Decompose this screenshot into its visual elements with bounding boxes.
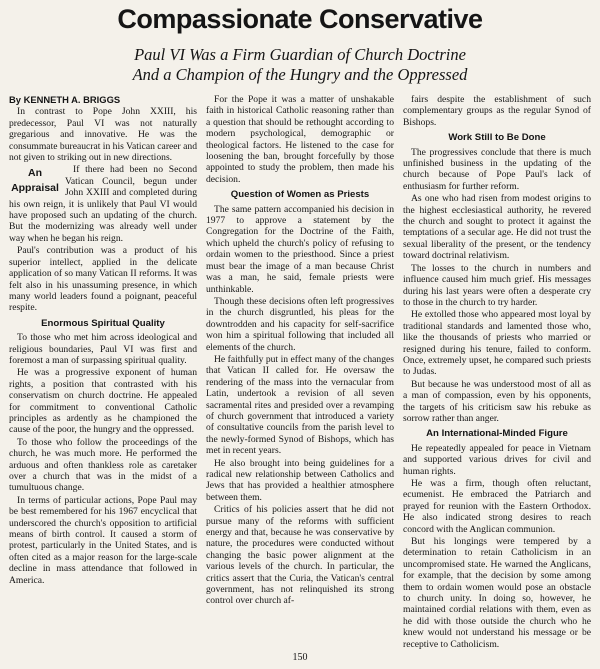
paragraph: He also brought into being guidelines for a radical new relationship between Catholics and Jews that has provided a healthier atmosphere between them. [206,457,394,503]
paragraph: In terms of particular actions, Pope Paul may be best remembered for his 1967 encyclical that underscored the church's opposition to artificial means of birth control. It caused a storm of protest, particularly in the United States, and is often cited as a major reason for the large-scale decline in mass attendance that followed in America. [9,494,197,586]
appraisal-word-an: An [28,167,42,180]
column-1 [9,94,197,650]
paragraph: But his longings were tempered by a determination to retain Catholicism in an uncompromised state. He warned the Anglicans, for example, that the decision by some among them to ordain women would pose an obstacle to church unity. In doing so, however, he maintained cordial relations with them, even as he did with those outside the church who he knew would not understand his message or be receptive to Catholicism. [403,536,591,650]
subheadline-line-1: Paul VI Was a Firm Guardian of Church Doctrine [134,45,466,64]
headline: Compassionate Conservative [117,4,483,34]
section-heading: Question of Women as Priests [230,189,370,201]
paragraph: fairs despite the establishment of such complementary groups as the regular Synod of Bishops. [403,94,591,128]
section-heading: Enormous Spiritual Quality [41,317,165,329]
paragraph: To those who follow the proceedings of the church, he was much more. He performed the arduous and often thankless role as caretaker over a church that was in the midst of a tumultuous change. [9,436,197,494]
column-2 [206,94,394,650]
paragraph: As one who had risen from modest origins to the highest ecclesiastical authority, he revered the church and sought to protect it against the temptations of a secular age. He did not trust the sexual liberality of the present, or the tendency toward doctrinal relativism. [403,193,591,262]
paragraph: Paul's contribution was a product of his superior intellect, applied in the delicate application of so many Vatican II reforms. It was felt also in his unassuming presence, in which many world leaders found a poignant, peaceful respite. [9,245,197,314]
appraisal-word-appraisal: Appraisal [11,182,59,195]
paragraph: But because he was understood most of all as a man of compassion, even by his opponents, the targets of his criticism saw his rebuke as sorrow rather than anger. [403,378,591,424]
subheadline [0,45,600,85]
paragraph: He faithfully put in effect many of the changes that Vatican II called for. He oversaw the rendering of the mass into the vernacular from Latin, undertook a revision of all seven sacramental rites and presided over a revamping of church government that introduced a variety of consultative councils from the parish level to the newly-formed Synod of Bishops, which has met in recent years. [206,353,394,457]
paragraph: The same pattern accompanied his decision in 1977 to approve a statement by the Congregation for the Doctrine of the Faith, which upheld the church's policy of refusing to ordain women to the priesthood. Since a priest must bear the image of a man because Christ was a man, he said, female priests were unthinkable. [206,203,394,295]
paragraph: If there had been no Second Vatican Council, begun under John XXIII and completed during his own reign, it is unlikely that Paul VI would have proposed such an updating of the church. But the modernizing was already well under way when he began his reign. [9,164,197,244]
paragraph: For the Pope it was a matter of unshakable faith in historical Catholic reasoning rather than a question that should be rethought according to modern psychological, demographic or theological factors. He listened to the case for loosening the ban, brought forcefully by those appointed to study the problem, then made his decision. [206,94,394,185]
appraisal-label [9,166,61,196]
column-3 [403,94,591,650]
paragraph: To those who met him across ideological and religious boundaries, Paul VI was first and foremost a man of surpassing spiritual quality. [9,332,197,366]
paragraph: Though these decisions often left progressives in the church disgruntled, his pleas for the downtrodden and his capacity for self-sacrifice won him a spiritual following that included all elements of the church. [206,295,394,353]
paragraph: He extolled those who appeared most loyal by traditional standards and lamented those who, like the thousands of priests who married or resigned during his tenure, failed to conform. Once, extremely upset, he compared such priests to Judas. [403,309,591,378]
byline: By KENNETH A. BRIGGS [9,94,121,105]
paragraph: He was a progressive exponent of human rights, a position that contrasted with his conservatism on church doctrine. He appealed for commitment to conventional Catholic principles as ardently as he championed the cause of the poor, the hungry and the oppressed. [9,367,197,436]
paragraph: The progressives conclude that there is much unfinished business in the updating of the church because of Pope Paul's lack of enthusiasm for further reform. [403,146,591,192]
paragraph: Critics of his policies assert that he did not pursue many of the reforms with sufficient energy and that, because he was conservative by nature, the procedures were conducted without changing the basic power alignment at the various levels of the church. In particular, the critics assert that the Curia, the Vatican's central government, has not relinquished its strong control over church af- [206,504,394,607]
paragraph: The losses to the church in numbers and influence caused him much grief. His messages during his last years were often a desperate cry to those in the church to try harder. [403,262,591,308]
paragraph: In contrast to Pope John XXIII, his predecessor, Paul VI was not naturally gregarious and innovative. He was the consummate bureaucrat in his Vatican career and not given to striking out in new directions. [9,106,197,164]
subheadline-line-2: And a Champion of the Hungry and the Oppressed [132,65,468,84]
article-body [9,94,591,650]
paragraph: He was a firm, though often reluctant, ecumenist. He embraced the Patriarch and prayed for reunion with the Eastern Orthodox. He also indicated strong desires to reach concord with the Anglican communion. [403,478,591,535]
page-number: 150 [292,652,308,663]
section-heading: An International-Minded Figure [426,428,568,440]
paragraph: He repeatedly appealed for peace in Vietnam and supported various drives for civil and human rights. [403,442,591,477]
section-heading: Work Still to Be Done [448,132,546,144]
